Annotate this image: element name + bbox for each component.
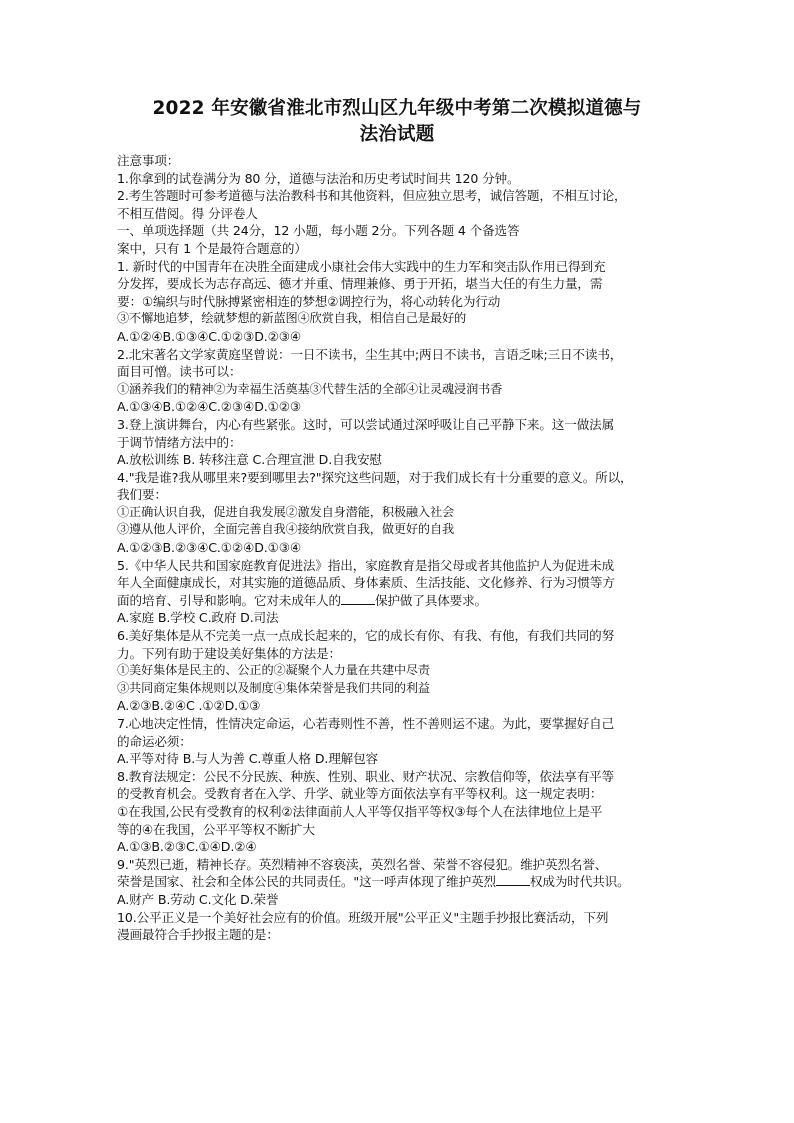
q10-stem-1: 10.公平正义是一个美好社会应有的价值。班级开展"公平正义"主题手抄报比赛活动，下列 [117, 909, 609, 925]
q6-stem-3: ①美好集体是民主的、公正的②凝聚个人力量在共建中尽责 [117, 663, 430, 678]
q1-options: A.①②④B.①③④C.①②③D.②③④ [117, 328, 302, 344]
q5-stem-3b: 保护做了具体要求。 [375, 592, 487, 608]
note-1: 1.你拿到的试卷满分为 80 分，道德与法治和历史考试时间共 120 分钟。 [117, 170, 520, 186]
q8-stem-4: 等的④在我国，公平平等权不断扩大 [117, 821, 315, 837]
q9-options: A.财产 B.劳动 C.文化 D.荣誉 [117, 891, 279, 907]
q9-stem-2a: 荣誉是国家、社会和全体公民的共同责任。"这一呼声体现了维护英烈 [117, 874, 496, 890]
section-heading: 一、单项选择题（共 24分，12 小题，每小题 2分。下列各题 4 个备选答 [117, 223, 520, 239]
q8-stem-1: 8.教育法规定：公民不分民族、种族、性别、职业、财产状况、宗教信仰等，依法享有平等 [117, 768, 615, 784]
question-1 [117, 258, 677, 346]
q9-stem-2b: 权成为时代共识。 [529, 874, 630, 890]
q10-stem-2: 漫画最符合手抄报主题的是： [117, 927, 279, 943]
q1-stem-3: 要：①编织与时代脉搏紧密相连的梦想②调控行为，将心动转化为行动 [117, 293, 501, 309]
question-9 [117, 856, 677, 909]
q5-stem-3a: 面的培育、引导和影响。它对未成年人的 [117, 592, 341, 608]
q3-stem-1: 3.登上演讲舞台，内心有些紧张。这时，可以尝试通过深呼吸让自己平静下来。这一做法属 [117, 416, 615, 432]
exam-page [117, 96, 677, 944]
notes-section [117, 152, 677, 258]
q7-options: A.平等对待 B.与人为善 C.尊重人格 D.理解包容 [117, 751, 378, 767]
question-10 [117, 909, 677, 944]
q3-options: A.放松训练 B. 转移注意 C.合理宣泄 D.自我安慰 [117, 452, 382, 468]
q6-stem-1: 6.美好集体是从不完美一点一点成长起来的，它的成长有你、有我、有他，有我们共同的努 [117, 628, 615, 644]
q4-stem-2: 我们要： [117, 487, 167, 503]
q2-stem-1: 2.北宋著名文学家黄庭坚曾说：一日不读书，尘生其中;两日不读书，言语乏味;三日不读书， [117, 346, 623, 362]
q8-stem-2: 的受教育机会。受教育者在入学、升学、就业等方面依法享有平等权利。这一规定表明： [117, 786, 603, 802]
q7-stem-2: 的命运必须： [117, 733, 192, 749]
exam-title [117, 96, 677, 148]
title-line-2: 法治试题 [359, 124, 435, 145]
question-4 [117, 469, 677, 557]
question-7 [117, 715, 677, 768]
question-5 [117, 557, 677, 627]
q1-stem-2: 分发挥，要成长为志存高远、德才并重、情理兼修、勇于开拓，堪当大任的有生力量，需 [117, 276, 603, 292]
q2-options: A.①③④B.①②④C.②③④D.①②③ [117, 399, 302, 415]
q7-stem-1: 7.心地决定性情，性情决定命运，心若毒则性不善，性不善则运不逮。为此，要掌握好自己 [117, 716, 615, 731]
fill-blank [496, 874, 530, 886]
q6-stem-2: 力。下列有助于建设美好集体的方法是： [117, 645, 341, 661]
q2-stem-2: 面目可憎。读书可以： [117, 364, 242, 380]
q1-stem-1: 1. 新时代的中国青年在决胜全面建成小康社会伟大实践中的生力军和突击队作用已得到充 [117, 258, 606, 274]
note-2: 2.考生答题时可参考道德与法治教科书和其他资料，但应独立思考，诚信答题，不相互讨论， [117, 188, 627, 204]
question-3 [117, 416, 677, 469]
q4-stem-3: ①正确认识自我，促进自我发展②激发自身潜能，积极融入社会 [117, 504, 455, 519]
q5-stem-2: 年人全面健康成长，对其实施的道德品质、身体素质、生活技能、文化修养、行为习惯等方 [117, 575, 615, 591]
q9-stem-2 [117, 873, 677, 891]
q5-options: A.家庭 B.学校 C.政府 D.司法 [117, 610, 279, 626]
fill-blank [341, 593, 375, 605]
q8-stem-3: ①在我国,公民有受教育的权利②法律面前人人平等仅指平等权③每个人在法律地位上是平 [117, 803, 603, 819]
q9-stem-1: 9."英烈已逝，精神长存。英烈精神不容亵渎，英烈名誉、荣誉不容侵犯。维护英烈名誉、 [117, 856, 608, 872]
title-line-1: 2022 年安徽省淮北市烈山区九年级中考第二次模拟道德与 [152, 98, 642, 119]
q8-options: A.①③B.②③C.①④D.②④ [117, 839, 257, 855]
q2-stem-3: ①涵养我们的精神②为幸福生活奠基③代替生活的全部④让灵魂浸润书香 [117, 381, 503, 396]
q6-options: A.②③B.②④C .①②D.①③ [117, 698, 261, 714]
q4-options: A.①②③B.②③④C.①②④D.①③④ [117, 540, 302, 556]
notes-heading: 注意事项： [117, 153, 180, 168]
q6-stem-4: ③共同商定集体规则以及制度④集体荣誉是我们共同的利益 [117, 680, 430, 695]
q5-stem-3 [117, 592, 677, 610]
question-6 [117, 627, 677, 715]
q1-stem-4: ③不懈地追梦，绘就梦想的新蓝图④欣赏自我，相信自己是最好的 [117, 311, 467, 326]
section-heading-cont: 案中，只有 1 个是最符合题意的） [117, 240, 307, 256]
question-8 [117, 768, 677, 856]
q5-stem-1: 5.《中华人民共和国家庭教育促进法》指出，家庭教育是指父母或者其他监护人为促进未成 [117, 557, 615, 573]
note-2-cont: 不相互借阅。得 分评卷人 [117, 205, 258, 221]
q3-stem-2: 于调节情绪方法中的： [117, 434, 242, 450]
q4-stem-1: 4."我是谁?我从哪里来?要到哪里去?"探究这些问题，对于我们成长有十分重要的意义。所以， [117, 469, 633, 485]
q4-stem-4: ③遵从他人评价，全面完善自我④接纳欣赏自我，做更好的自我 [117, 522, 455, 537]
question-2 [117, 346, 677, 416]
